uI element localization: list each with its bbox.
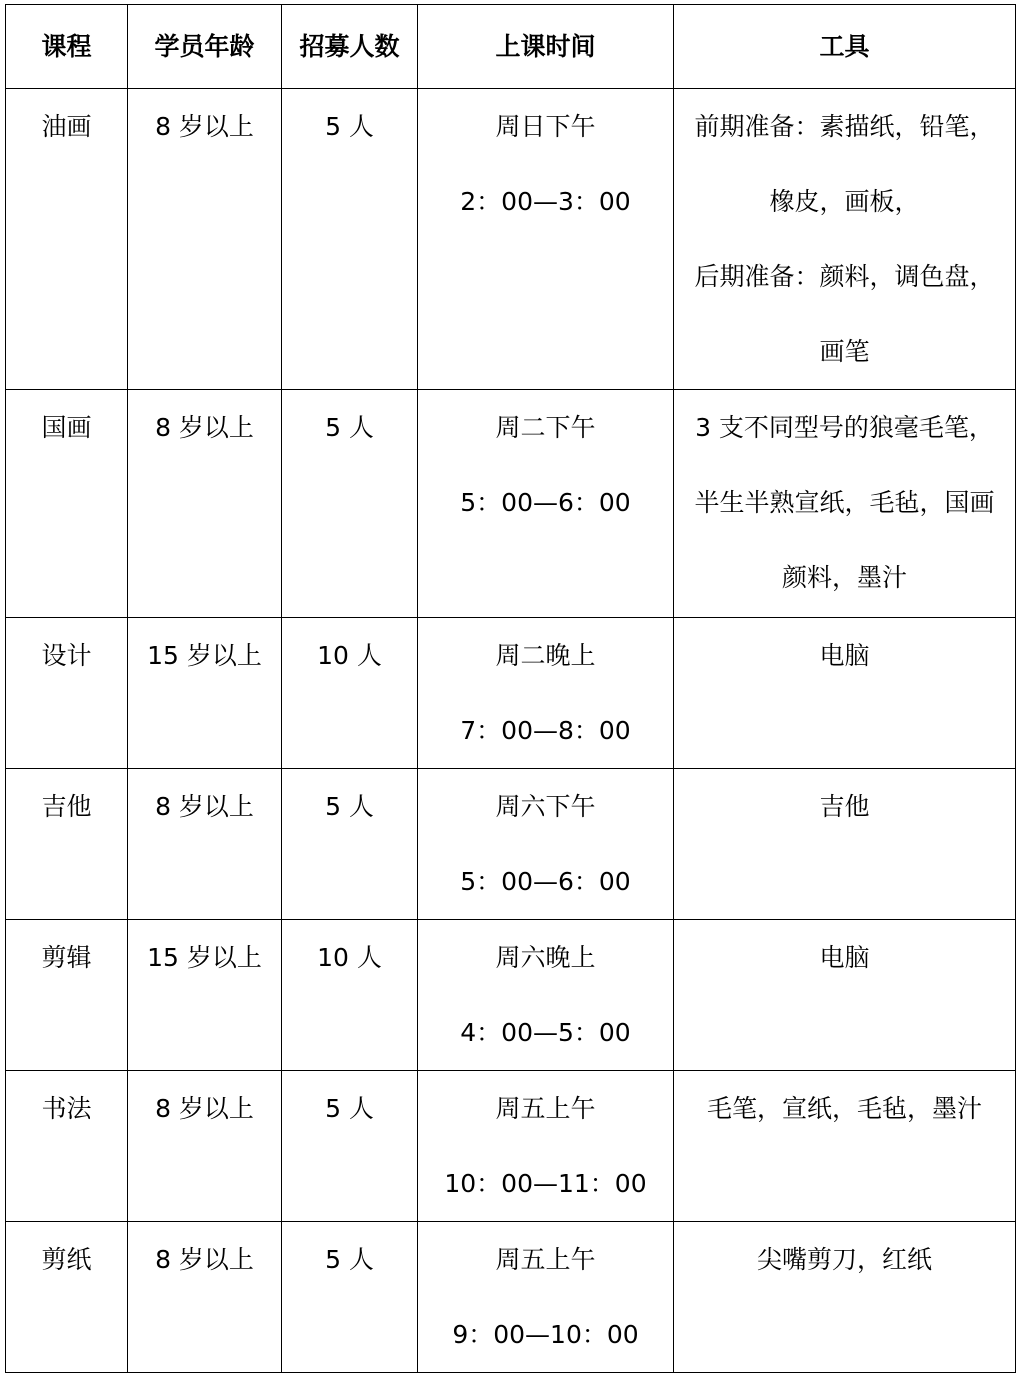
- age-cell: 8 岁以上: [128, 1222, 282, 1373]
- header-age: 学员年龄: [128, 5, 282, 89]
- age-cell: 15 岁以上: [128, 920, 282, 1071]
- tools-cell: [674, 769, 1016, 920]
- course-schedule-table: [5, 4, 1016, 1373]
- table-row: [6, 89, 1016, 390]
- course-cell: 国画: [6, 390, 128, 618]
- tools-cell: [674, 1222, 1016, 1373]
- time-hours: 4：00—5：00: [460, 1018, 631, 1047]
- age-cell: 15 岁以上: [128, 618, 282, 769]
- age-cell: 8 岁以上: [128, 769, 282, 920]
- time-cell: [418, 1071, 674, 1222]
- course-cell: 剪纸: [6, 1222, 128, 1373]
- time-day: 周二下午: [495, 413, 596, 442]
- time-day: 周日下午: [495, 112, 596, 141]
- age-cell: 8 岁以上: [128, 1071, 282, 1222]
- recruit-cell: 5 人: [282, 89, 418, 390]
- header-recruit: 招募人数: [282, 5, 418, 89]
- header-tools: 工具: [674, 5, 1016, 89]
- tools-line: 毛笔，宣纸，毛毡，墨汁: [706, 1094, 982, 1123]
- time-cell: [418, 618, 674, 769]
- table-row: [6, 390, 1016, 618]
- time-hours: 5：00—6：00: [460, 488, 631, 517]
- time-cell: [418, 390, 674, 618]
- recruit-cell: 5 人: [282, 390, 418, 618]
- tools-line: 吉他: [819, 792, 870, 821]
- tools-line: 电脑: [819, 943, 870, 972]
- course-cell: 剪辑: [6, 920, 128, 1071]
- age-cell: 8 岁以上: [128, 390, 282, 618]
- course-cell: 吉他: [6, 769, 128, 920]
- time-day: 周五上午: [495, 1094, 596, 1123]
- tools-cell: [674, 920, 1016, 1071]
- table-row: [6, 920, 1016, 1071]
- tools-line: 颜料，墨汁: [781, 563, 907, 592]
- age-cell: 8 岁以上: [128, 89, 282, 390]
- header-time: 上课时间: [418, 5, 674, 89]
- time-hours: 2：00—3：00: [460, 187, 631, 216]
- tools-line: 橡皮，画板，: [769, 187, 920, 216]
- tools-line: 前期准备：素描纸，铅笔，: [694, 112, 995, 141]
- tools-cell: [674, 618, 1016, 769]
- header-row: [6, 5, 1016, 89]
- time-day: 周二晚上: [495, 641, 596, 670]
- table-row: [6, 1071, 1016, 1222]
- time-day: 周六晚上: [495, 943, 596, 972]
- tools-line: 画笔: [819, 337, 870, 366]
- table-row: [6, 769, 1016, 920]
- time-hours: 9：00—10：00: [452, 1320, 639, 1349]
- recruit-cell: 10 人: [282, 618, 418, 769]
- tools-line: 尖嘴剪刀，红纸: [756, 1245, 932, 1274]
- time-hours: 7：00—8：00: [460, 716, 631, 745]
- recruit-cell: 5 人: [282, 1071, 418, 1222]
- time-day: 周六下午: [495, 792, 596, 821]
- recruit-cell: 10 人: [282, 920, 418, 1071]
- time-cell: [418, 89, 674, 390]
- course-cell: 油画: [6, 89, 128, 390]
- time-hours: 10：00—11：00: [444, 1169, 647, 1198]
- time-day: 周五上午: [495, 1245, 596, 1274]
- tools-line: 电脑: [819, 641, 870, 670]
- time-hours: 5：00—6：00: [460, 867, 631, 896]
- tools-cell: [674, 1071, 1016, 1222]
- table-row: [6, 618, 1016, 769]
- time-cell: [418, 1222, 674, 1373]
- course-cell: 书法: [6, 1071, 128, 1222]
- time-cell: [418, 920, 674, 1071]
- header-course: 课程: [6, 5, 128, 89]
- tools-cell: [674, 390, 1016, 618]
- tools-line: 3 支不同型号的狼毫毛笔，: [695, 413, 994, 442]
- time-cell: [418, 769, 674, 920]
- tools-line: 后期准备：颜料，调色盘，: [694, 262, 995, 291]
- recruit-cell: 5 人: [282, 1222, 418, 1373]
- tools-cell: [674, 89, 1016, 390]
- tools-line: 半生半熟宣纸，毛毡，国画: [694, 488, 995, 517]
- table-row: [6, 1222, 1016, 1373]
- course-cell: 设计: [6, 618, 128, 769]
- recruit-cell: 5 人: [282, 769, 418, 920]
